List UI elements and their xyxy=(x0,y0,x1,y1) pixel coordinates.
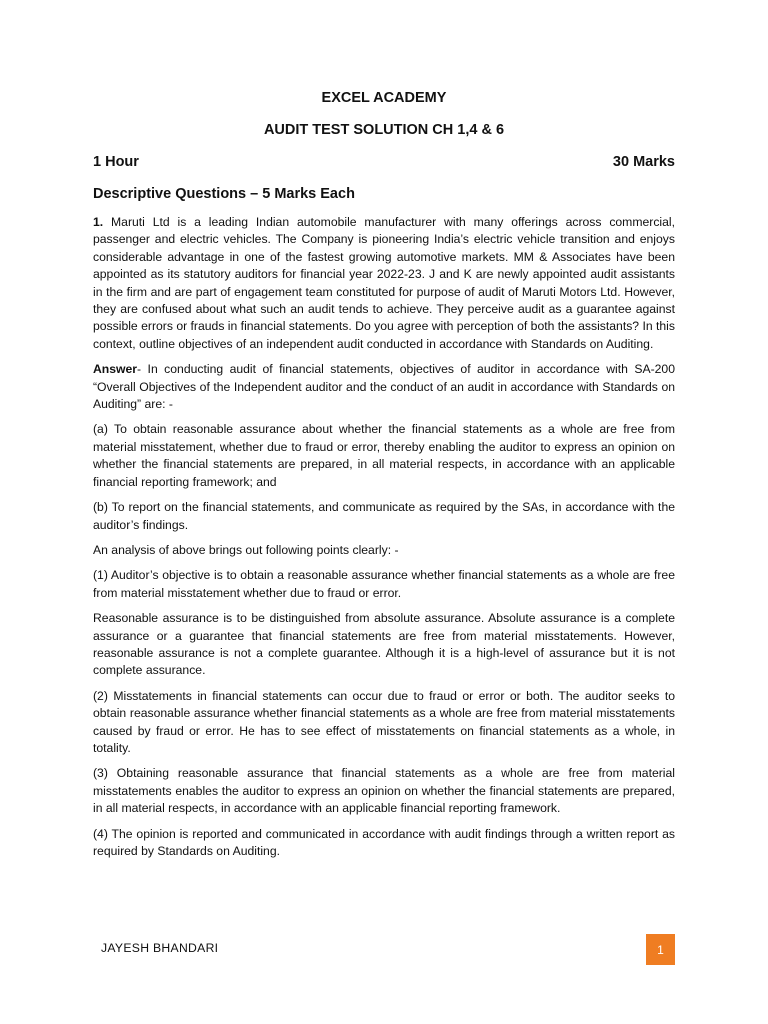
answer-point-1: (1) Auditor’s objective is to obtain a reasonable assurance whether financial statements as a whole are free from material misstatement whether due to fraud or error. xyxy=(93,568,675,600)
answer-reasonable-assurance: Reasonable assurance is to be distinguished from absolute assurance. Absolute assurance is a complete assurance or a guarantee that financial statements are free from material misstatements. However, reasonable assurance is not a complete guarantee. Although it is a high-level of assurance but it is not complete assurance. xyxy=(93,611,675,678)
test-meta-row xyxy=(93,152,675,172)
institute-title: EXCEL ACADEMY xyxy=(321,90,447,106)
document-page xyxy=(93,88,675,860)
answer-label: Answer xyxy=(93,362,138,377)
page-number-badge: 1 xyxy=(646,934,675,965)
answer-analysis-intro: An analysis of above brings out following points clearly: - xyxy=(93,542,399,557)
answer-point-4: (4) The opinion is reported and communicated in accordance with audit findings through a written report as required by Standards on Auditing. xyxy=(93,826,675,858)
test-marks: 30 Marks xyxy=(612,154,675,170)
test-duration: 1 Hour xyxy=(93,154,139,170)
test-title: AUDIT TEST SOLUTION CH 1,4 & 6 xyxy=(263,122,505,138)
answer-paragraph-a: (a) To obtain reasonable assurance about whether the financial statements as a whole are free from material misstatement, whether due to fraud or error, thereby enabling the auditor to express an opinion on whether the financial statements are prepared, in all material respects, in accordance with an applicable financial reporting framework; and xyxy=(93,422,675,489)
section-heading: Descriptive Questions – 5 Marks Each xyxy=(93,186,355,202)
question-text: Maruti Ltd is a leading Indian automobile manufacturer with many offerings across commercial, passenger and electric vehicles. The Company is pioneering India’s electric vehicle transition and enjoys considerable advantage in one of the fastest growing automotive markets. MM & Associates have been appointed as its statutory auditors for financial year 2022-23. J and K are newly appointed audit assistants in the firm and are part of engagement team constituted for purpose of audit of Maruti Motors Ltd. However, they are confused about what such an audit tends to achieve. They perceive audit as a guarantee against possible errors or frauds in financial statements. Do you agree with perception of both the assistants? In this context, outline objectives of an independent audit conducted in accordance with Standards on Auditing. xyxy=(93,215,675,351)
footer-author: JAYESH BHANDARI xyxy=(101,941,219,955)
question-number: 1. xyxy=(93,215,104,229)
answer-paragraph-b: (b) To report on the financial statements, and communicate as required by the SAs, in accordance with the auditor’s findings. xyxy=(93,500,675,532)
answer-intro-paragraph xyxy=(93,361,675,413)
answer-point-2: (2) Misstatements in financial statements can occur due to fraud or error or both. The auditor seeks to obtain reasonable assurance whether financial statements as a whole are free from material misstatements caused by fraud or error. He has to see effect of misstatements on financial statements as a whole, in totality. xyxy=(93,688,675,755)
answer-point-3: (3) Obtaining reasonable assurance that financial statements as a whole are free from material misstatements enables the auditor to express an opinion on whether the financial statements are prepared, in all material respects, in accordance with an applicable financial reporting framework. xyxy=(93,766,675,816)
answer-intro-text: - In conducting audit of financial statements, objectives of auditor in accordance with SA-200 “Overall Objectives of the Independent auditor and the conduct of an audit in accordance with Standards on Auditing” are: - xyxy=(93,362,675,412)
question-paragraph xyxy=(93,214,675,353)
